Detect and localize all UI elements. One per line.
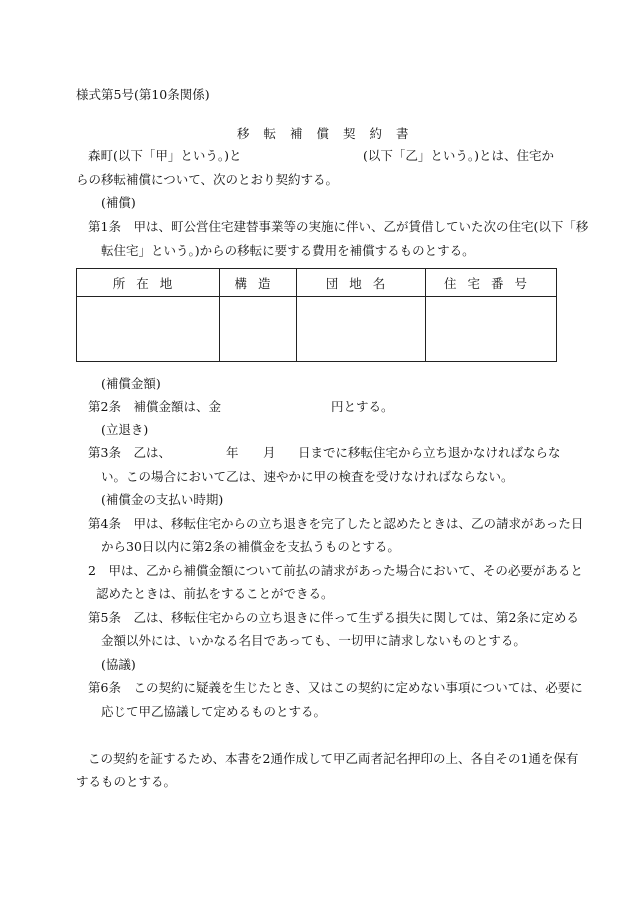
- article-3-line-1a: 第3条 乙は、: [88, 445, 171, 460]
- article-4-heading: (補償金の支払い時期): [101, 492, 224, 507]
- column-header-structure: 構造: [220, 269, 297, 297]
- table-cell-structure: [220, 297, 297, 362]
- article-4-line-1: 第4条 甲は、移転住宅からの立ち退きを完了したと認めたときは、乙の請求があった日: [88, 516, 584, 531]
- column-header-unit-number: 住宅番号: [426, 269, 557, 297]
- table-cell-unit-number: [426, 297, 557, 362]
- article-4-para2-line-2: 認めたときは、前払をすることができる。: [96, 586, 334, 601]
- table-header-row: [77, 269, 557, 297]
- article-6-heading: (協議): [101, 657, 136, 672]
- article-3-line-2: い。この場合において乙は、速やかに甲の検査を受けなければならない。: [101, 469, 514, 484]
- article-1-line-2: 転住宅」という。)からの移転に要する費用を補償するものとする。: [101, 243, 475, 258]
- column-header-complex-name: 団地名: [297, 269, 426, 297]
- article-1-line-1: 第1条 甲は、町公営住宅建替事業等の実施に伴い、乙が賃借していた次の住宅(以下「移: [88, 219, 589, 234]
- article-3-line-1b: 日までに移転住宅から立ち退かなければならな: [298, 445, 561, 460]
- column-header-location: 所在地: [77, 269, 220, 297]
- closing-line-1: この契約を証するため、本書を2通作成して甲乙両者記名押印の上、各自その1通を保有: [88, 751, 579, 766]
- article-3-month: 月: [263, 445, 276, 460]
- table-cell-location: [77, 297, 220, 362]
- intro-line-1b: (以下「乙」という。)とは、住宅か: [363, 148, 555, 163]
- article-1-heading: (補償): [101, 195, 136, 210]
- intro-line-1a: 森町(以下「甲」という。)と: [88, 148, 242, 163]
- closing-line-2: するものとする。: [76, 774, 177, 789]
- intro-line-2: らの移転補償について、次のとおり契約する。: [76, 172, 339, 187]
- article-5-line-2: 金額以外には、いかなる名目であっても、一切甲に請求しないものとする。: [101, 633, 526, 648]
- article-6-line-1: 第6条 この契約に疑義を生じたとき、又はこの契約に定めない事項については、必要に: [88, 680, 583, 695]
- table-cell-complex-name: [297, 297, 426, 362]
- document-title: 移転補償契約書: [237, 126, 423, 141]
- article-6-line-2: 応じて甲乙協議して定めるものとする。: [101, 704, 327, 719]
- article-2-line-1a: 第2条 補償金額は、金: [88, 399, 221, 414]
- article-2-heading: (補償金額): [101, 376, 161, 391]
- form-number: 様式第5号(第10条関係): [76, 87, 210, 102]
- article-3-heading: (立退き): [101, 422, 149, 437]
- article-4-line-2: から30日以内に第2条の補償金を支払うものとする。: [101, 539, 400, 554]
- housing-table: [76, 268, 557, 362]
- article-3-year: 年: [226, 445, 239, 460]
- article-4-para2-line-1: 2 甲は、乙から補償金額について前払の請求があった場合において、その必要があると: [88, 563, 583, 578]
- table-row: [77, 297, 557, 362]
- article-5-line-1: 第5条 乙は、移転住宅からの立ち退きに伴って生ずる損失に関しては、第2条に定める: [88, 610, 579, 625]
- article-2-line-1b: 円とする。: [331, 399, 394, 414]
